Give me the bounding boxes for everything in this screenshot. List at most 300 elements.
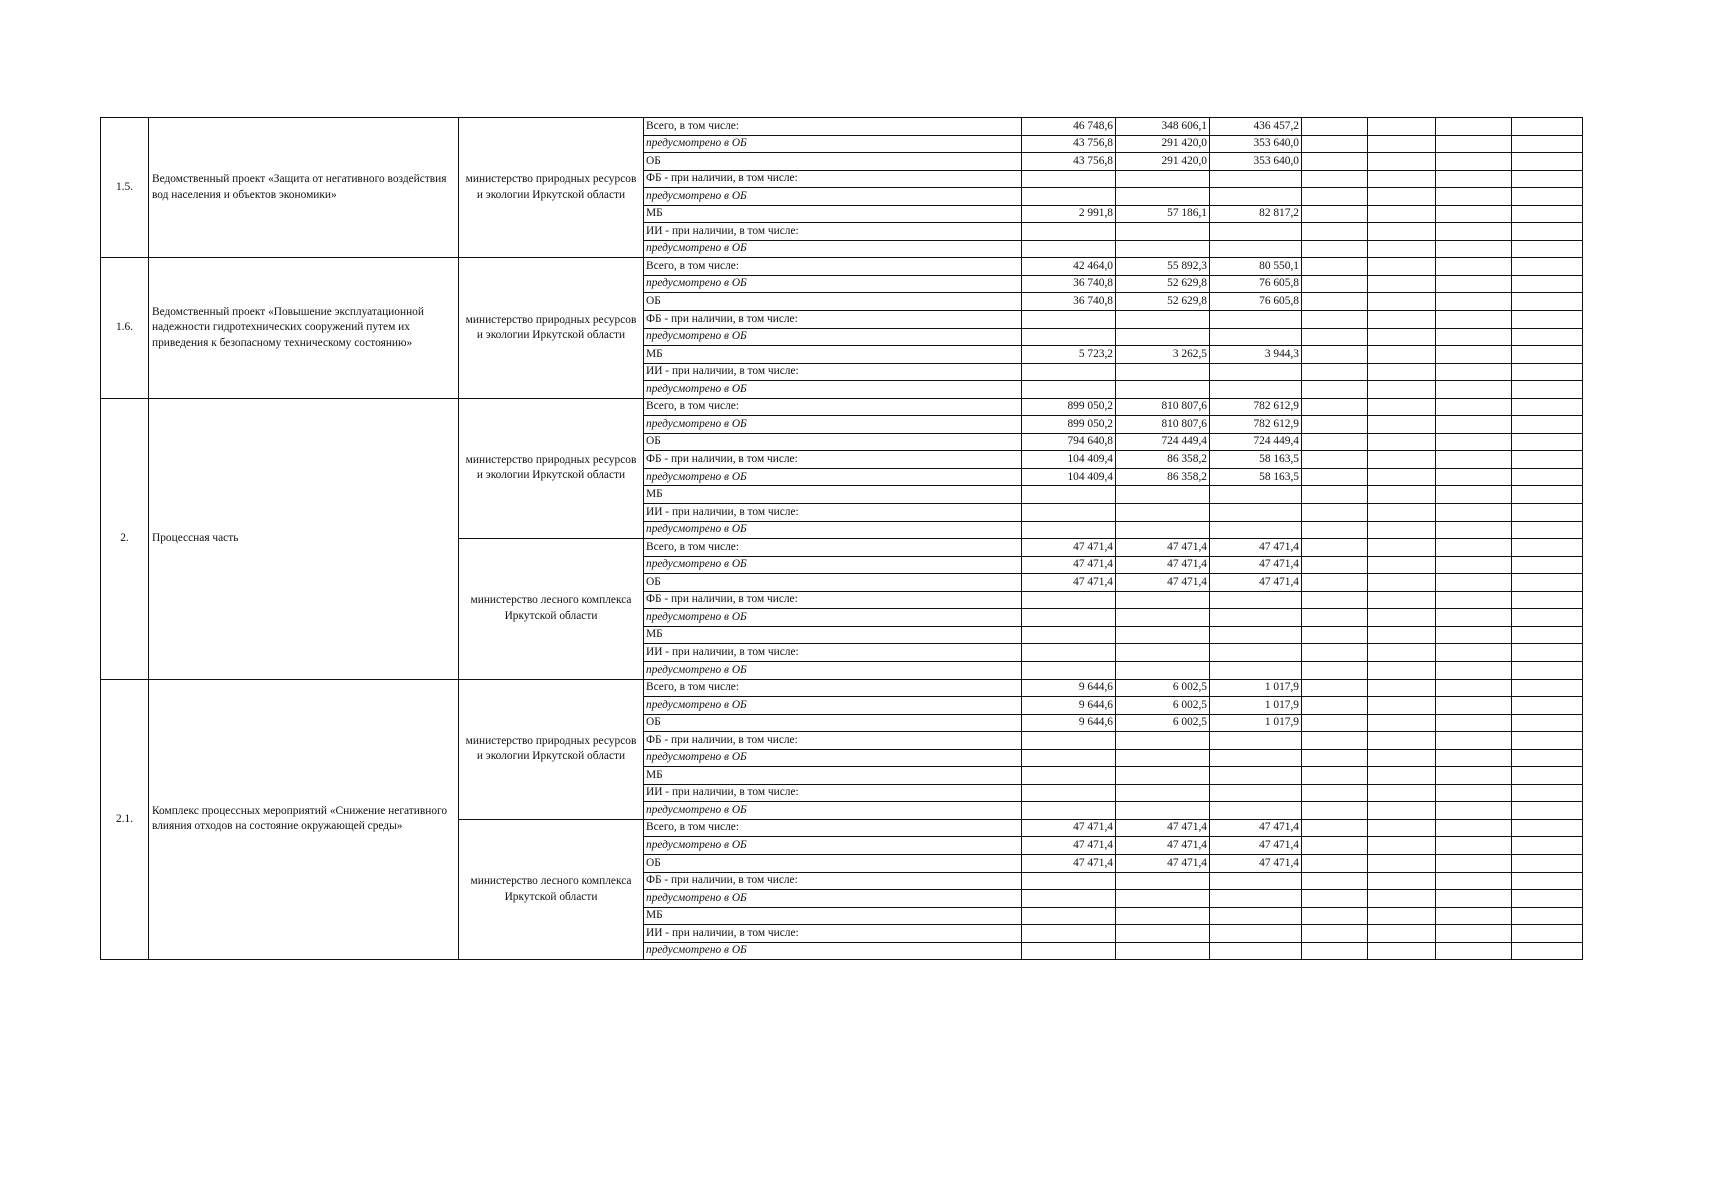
empty-cell — [1302, 293, 1368, 311]
funding-source: ФБ - при наличии, в том числе: — [644, 872, 1022, 890]
empty-cell — [1436, 521, 1512, 539]
empty-cell — [1436, 223, 1512, 241]
amount-cell: 3 262,5 — [1116, 346, 1210, 364]
amount-cell — [1022, 925, 1116, 943]
amount-cell: 47 471,4 — [1116, 837, 1210, 855]
empty-cell — [1302, 153, 1368, 171]
amount-cell: 47 471,4 — [1022, 854, 1116, 872]
funding-source: ИИ - при наличии, в том числе: — [644, 644, 1022, 662]
funding-source: предусмотрено в ОБ — [644, 240, 1022, 258]
amount-cell: 76 605,8 — [1210, 293, 1302, 311]
amount-cell: 47 471,4 — [1210, 837, 1302, 855]
empty-cell — [1302, 416, 1368, 434]
empty-cell — [1302, 539, 1368, 557]
amount-cell: 810 807,6 — [1116, 398, 1210, 416]
empty-cell — [1512, 293, 1583, 311]
empty-cell — [1512, 767, 1583, 785]
amount-cell: 348 606,1 — [1116, 118, 1210, 136]
empty-cell — [1302, 328, 1368, 346]
amount-cell: 5 723,2 — [1022, 346, 1116, 364]
empty-cell — [1436, 240, 1512, 258]
empty-cell — [1368, 907, 1436, 925]
amount-cell — [1022, 521, 1116, 539]
empty-cell — [1302, 890, 1368, 908]
amount-cell: 47 471,4 — [1210, 819, 1302, 837]
amount-cell — [1210, 521, 1302, 539]
empty-cell — [1302, 714, 1368, 732]
amount-cell — [1022, 240, 1116, 258]
funding-source: ФБ - при наличии, в том числе: — [644, 170, 1022, 188]
empty-cell — [1512, 170, 1583, 188]
empty-cell — [1302, 819, 1368, 837]
funding-source: ИИ - при наличии, в том числе: — [644, 784, 1022, 802]
amount-cell: 42 464,0 — [1022, 258, 1116, 276]
funding-source: Всего, в том числе: — [644, 258, 1022, 276]
empty-cell — [1512, 275, 1583, 293]
amount-cell — [1022, 381, 1116, 399]
empty-cell — [1302, 749, 1368, 767]
empty-cell — [1302, 240, 1368, 258]
empty-cell — [1302, 854, 1368, 872]
amount-cell — [1022, 749, 1116, 767]
empty-cell — [1436, 925, 1512, 943]
empty-cell — [1368, 275, 1436, 293]
amount-cell — [1116, 170, 1210, 188]
empty-cell — [1436, 293, 1512, 311]
amount-cell — [1210, 240, 1302, 258]
empty-cell — [1436, 504, 1512, 522]
amount-cell: 6 002,5 — [1116, 697, 1210, 715]
empty-cell — [1512, 486, 1583, 504]
empty-cell — [1436, 714, 1512, 732]
amount-cell: 52 629,8 — [1116, 293, 1210, 311]
amount-cell — [1022, 363, 1116, 381]
empty-cell — [1302, 661, 1368, 679]
empty-cell — [1368, 661, 1436, 679]
empty-cell — [1512, 346, 1583, 364]
empty-cell — [1302, 591, 1368, 609]
amount-cell: 47 471,4 — [1210, 854, 1302, 872]
empty-cell — [1512, 381, 1583, 399]
empty-cell — [1436, 170, 1512, 188]
empty-cell — [1436, 854, 1512, 872]
empty-cell — [1368, 311, 1436, 329]
empty-cell — [1512, 942, 1583, 960]
amount-cell — [1022, 626, 1116, 644]
responsible-executor: министерство природных ресурсов и экологии Иркутской области — [459, 398, 644, 538]
empty-cell — [1302, 626, 1368, 644]
empty-cell — [1302, 521, 1368, 539]
empty-cell — [1302, 205, 1368, 223]
empty-cell — [1368, 890, 1436, 908]
empty-cell — [1302, 732, 1368, 750]
amount-cell: 80 550,1 — [1210, 258, 1302, 276]
amount-cell: 724 449,4 — [1210, 433, 1302, 451]
table-row — [101, 258, 1583, 276]
amount-cell: 55 892,3 — [1116, 258, 1210, 276]
funding-source: Всего, в том числе: — [644, 398, 1022, 416]
section-name: Комплекс процессных мероприятий «Снижение негативного влияния отходов на состояние окружающей среды» — [149, 679, 459, 960]
empty-cell — [1368, 135, 1436, 153]
empty-cell — [1512, 574, 1583, 592]
amount-cell — [1210, 767, 1302, 785]
empty-cell — [1368, 679, 1436, 697]
funding-source: предусмотрено в ОБ — [644, 661, 1022, 679]
empty-cell — [1368, 468, 1436, 486]
empty-cell — [1368, 942, 1436, 960]
empty-cell — [1512, 521, 1583, 539]
empty-cell — [1436, 416, 1512, 434]
amount-cell — [1210, 223, 1302, 241]
amount-cell: 899 050,2 — [1022, 416, 1116, 434]
empty-cell — [1302, 170, 1368, 188]
funding-source: ОБ — [644, 854, 1022, 872]
amount-cell: 58 163,5 — [1210, 451, 1302, 469]
empty-cell — [1436, 819, 1512, 837]
funding-source: ФБ - при наличии, в том числе: — [644, 591, 1022, 609]
funding-source: предусмотрено в ОБ — [644, 275, 1022, 293]
amount-cell: 46 748,6 — [1022, 118, 1116, 136]
amount-cell — [1210, 170, 1302, 188]
empty-cell — [1368, 416, 1436, 434]
empty-cell — [1436, 398, 1512, 416]
amount-cell — [1022, 732, 1116, 750]
section-name: Ведомственный проект «Защита от негативного воздействия вод населения и объектов экономики» — [149, 118, 459, 258]
empty-cell — [1436, 626, 1512, 644]
empty-cell — [1368, 697, 1436, 715]
amount-cell — [1022, 188, 1116, 206]
empty-cell — [1368, 381, 1436, 399]
amount-cell — [1022, 486, 1116, 504]
amount-cell: 47 471,4 — [1116, 819, 1210, 837]
empty-cell — [1512, 153, 1583, 171]
amount-cell: 794 640,8 — [1022, 433, 1116, 451]
amount-cell: 3 944,3 — [1210, 346, 1302, 364]
amount-cell: 47 471,4 — [1116, 854, 1210, 872]
amount-cell: 1 017,9 — [1210, 697, 1302, 715]
amount-cell: 291 420,0 — [1116, 135, 1210, 153]
empty-cell — [1302, 837, 1368, 855]
empty-cell — [1512, 240, 1583, 258]
empty-cell — [1368, 539, 1436, 557]
responsible-executor: министерство природных ресурсов и экологии Иркутской области — [459, 679, 644, 819]
amount-cell — [1116, 609, 1210, 627]
amount-cell — [1116, 240, 1210, 258]
amount-cell: 291 420,0 — [1116, 153, 1210, 171]
empty-cell — [1302, 907, 1368, 925]
amount-cell — [1116, 925, 1210, 943]
empty-cell — [1436, 135, 1512, 153]
empty-cell — [1512, 433, 1583, 451]
empty-cell — [1302, 609, 1368, 627]
empty-cell — [1302, 311, 1368, 329]
amount-cell: 47 471,4 — [1022, 539, 1116, 557]
empty-cell — [1436, 451, 1512, 469]
amount-cell — [1210, 784, 1302, 802]
amount-cell: 36 740,8 — [1022, 275, 1116, 293]
funding-source: Всего, в том числе: — [644, 118, 1022, 136]
amount-cell: 47 471,4 — [1022, 574, 1116, 592]
empty-cell — [1368, 504, 1436, 522]
budget-table — [100, 117, 1583, 960]
empty-cell — [1436, 644, 1512, 662]
empty-cell — [1302, 784, 1368, 802]
empty-cell — [1436, 381, 1512, 399]
empty-cell — [1368, 170, 1436, 188]
amount-cell — [1116, 767, 1210, 785]
empty-cell — [1436, 890, 1512, 908]
empty-cell — [1436, 679, 1512, 697]
funding-source: ОБ — [644, 714, 1022, 732]
amount-cell — [1210, 486, 1302, 504]
funding-source: предусмотрено в ОБ — [644, 521, 1022, 539]
funding-source: МБ — [644, 767, 1022, 785]
empty-cell — [1368, 433, 1436, 451]
empty-cell — [1512, 679, 1583, 697]
empty-cell — [1512, 363, 1583, 381]
amount-cell — [1116, 732, 1210, 750]
empty-cell — [1368, 328, 1436, 346]
empty-cell — [1368, 240, 1436, 258]
amount-cell — [1210, 591, 1302, 609]
empty-cell — [1436, 468, 1512, 486]
empty-cell — [1436, 275, 1512, 293]
empty-cell — [1302, 767, 1368, 785]
empty-cell — [1512, 118, 1583, 136]
amount-cell: 1 017,9 — [1210, 714, 1302, 732]
empty-cell — [1302, 381, 1368, 399]
empty-cell — [1302, 275, 1368, 293]
empty-cell — [1368, 118, 1436, 136]
funding-source: ОБ — [644, 153, 1022, 171]
table-body — [101, 118, 1583, 960]
empty-cell — [1512, 749, 1583, 767]
empty-cell — [1302, 802, 1368, 820]
funding-source: предусмотрено в ОБ — [644, 468, 1022, 486]
empty-cell — [1436, 539, 1512, 557]
amount-cell: 47 471,4 — [1116, 539, 1210, 557]
funding-source: ФБ - при наличии, в том числе: — [644, 732, 1022, 750]
table-row — [101, 679, 1583, 697]
empty-cell — [1368, 802, 1436, 820]
amount-cell — [1210, 626, 1302, 644]
empty-cell — [1302, 644, 1368, 662]
section-index: 2.1. — [101, 679, 149, 960]
amount-cell: 9 644,6 — [1022, 714, 1116, 732]
amount-cell: 47 471,4 — [1116, 556, 1210, 574]
funding-source: предусмотрено в ОБ — [644, 328, 1022, 346]
funding-source: МБ — [644, 205, 1022, 223]
amount-cell: 6 002,5 — [1116, 679, 1210, 697]
funding-source: предусмотрено в ОБ — [644, 837, 1022, 855]
funding-source: предусмотрено в ОБ — [644, 188, 1022, 206]
empty-cell — [1368, 854, 1436, 872]
amount-cell — [1116, 591, 1210, 609]
empty-cell — [1302, 223, 1368, 241]
funding-source: предусмотрено в ОБ — [644, 416, 1022, 434]
amount-cell — [1210, 749, 1302, 767]
section-index: 1.6. — [101, 258, 149, 398]
amount-cell: 82 817,2 — [1210, 205, 1302, 223]
empty-cell — [1512, 802, 1583, 820]
amount-cell: 9 644,6 — [1022, 679, 1116, 697]
funding-source: ФБ - при наличии, в том числе: — [644, 451, 1022, 469]
amount-cell: 47 471,4 — [1022, 556, 1116, 574]
empty-cell — [1512, 188, 1583, 206]
empty-cell — [1512, 135, 1583, 153]
amount-cell: 782 612,9 — [1210, 398, 1302, 416]
funding-source: предусмотрено в ОБ — [644, 697, 1022, 715]
empty-cell — [1368, 556, 1436, 574]
empty-cell — [1512, 504, 1583, 522]
empty-cell — [1512, 258, 1583, 276]
funding-source: МБ — [644, 346, 1022, 364]
empty-cell — [1436, 328, 1512, 346]
amount-cell — [1116, 363, 1210, 381]
amount-cell — [1022, 661, 1116, 679]
funding-source: МБ — [644, 486, 1022, 504]
empty-cell — [1368, 574, 1436, 592]
amount-cell: 782 612,9 — [1210, 416, 1302, 434]
amount-cell — [1116, 784, 1210, 802]
empty-cell — [1436, 907, 1512, 925]
section-name: Процессная часть — [149, 398, 459, 679]
empty-cell — [1368, 293, 1436, 311]
empty-cell — [1436, 205, 1512, 223]
amount-cell: 436 457,2 — [1210, 118, 1302, 136]
amount-cell: 47 471,4 — [1022, 819, 1116, 837]
funding-source: МБ — [644, 626, 1022, 644]
amount-cell: 353 640,0 — [1210, 135, 1302, 153]
empty-cell — [1368, 486, 1436, 504]
empty-cell — [1368, 872, 1436, 890]
empty-cell — [1512, 854, 1583, 872]
empty-cell — [1302, 346, 1368, 364]
amount-cell — [1116, 311, 1210, 329]
funding-source: ИИ - при наличии, в том числе: — [644, 223, 1022, 241]
amount-cell — [1022, 609, 1116, 627]
empty-cell — [1368, 644, 1436, 662]
amount-cell: 52 629,8 — [1116, 275, 1210, 293]
empty-cell — [1436, 346, 1512, 364]
empty-cell — [1302, 697, 1368, 715]
empty-cell — [1436, 872, 1512, 890]
empty-cell — [1368, 819, 1436, 837]
amount-cell — [1022, 170, 1116, 188]
empty-cell — [1368, 732, 1436, 750]
amount-cell — [1116, 907, 1210, 925]
amount-cell — [1116, 872, 1210, 890]
amount-cell — [1022, 328, 1116, 346]
funding-source: ОБ — [644, 433, 1022, 451]
empty-cell — [1302, 925, 1368, 943]
amount-cell — [1022, 311, 1116, 329]
empty-cell — [1436, 767, 1512, 785]
empty-cell — [1436, 486, 1512, 504]
funding-source: ИИ - при наличии, в том числе: — [644, 504, 1022, 522]
empty-cell — [1512, 223, 1583, 241]
amount-cell: 6 002,5 — [1116, 714, 1210, 732]
amount-cell — [1116, 942, 1210, 960]
funding-source: предусмотрено в ОБ — [644, 942, 1022, 960]
amount-cell — [1210, 890, 1302, 908]
empty-cell — [1436, 311, 1512, 329]
funding-source: предусмотрено в ОБ — [644, 890, 1022, 908]
empty-cell — [1302, 574, 1368, 592]
amount-cell — [1210, 311, 1302, 329]
amount-cell — [1210, 504, 1302, 522]
amount-cell — [1116, 626, 1210, 644]
empty-cell — [1368, 925, 1436, 943]
funding-source: предусмотрено в ОБ — [644, 135, 1022, 153]
funding-source: предусмотрено в ОБ — [644, 609, 1022, 627]
amount-cell: 47 471,4 — [1210, 574, 1302, 592]
amount-cell — [1116, 188, 1210, 206]
amount-cell: 47 471,4 — [1210, 539, 1302, 557]
empty-cell — [1302, 556, 1368, 574]
amount-cell — [1022, 784, 1116, 802]
empty-cell — [1512, 591, 1583, 609]
empty-cell — [1436, 942, 1512, 960]
empty-cell — [1302, 504, 1368, 522]
empty-cell — [1436, 802, 1512, 820]
empty-cell — [1512, 837, 1583, 855]
amount-cell — [1116, 381, 1210, 399]
empty-cell — [1368, 626, 1436, 644]
empty-cell — [1368, 153, 1436, 171]
amount-cell — [1116, 504, 1210, 522]
responsible-executor: министерство лесного комплекса Иркутской области — [459, 819, 644, 959]
amount-cell: 47 471,4 — [1210, 556, 1302, 574]
table-row — [101, 118, 1583, 136]
amount-cell — [1210, 942, 1302, 960]
empty-cell — [1368, 223, 1436, 241]
empty-cell — [1512, 907, 1583, 925]
empty-cell — [1512, 784, 1583, 802]
empty-cell — [1436, 363, 1512, 381]
empty-cell — [1512, 556, 1583, 574]
amount-cell: 724 449,4 — [1116, 433, 1210, 451]
empty-cell — [1436, 153, 1512, 171]
amount-cell: 76 605,8 — [1210, 275, 1302, 293]
empty-cell — [1302, 679, 1368, 697]
amount-cell — [1210, 872, 1302, 890]
empty-cell — [1368, 521, 1436, 539]
responsible-executor: министерство лесного комплекса Иркутской области — [459, 539, 644, 679]
empty-cell — [1436, 732, 1512, 750]
empty-cell — [1512, 328, 1583, 346]
amount-cell — [1210, 732, 1302, 750]
amount-cell: 104 409,4 — [1022, 451, 1116, 469]
amount-cell — [1210, 644, 1302, 662]
amount-cell: 47 471,4 — [1116, 574, 1210, 592]
empty-cell — [1512, 872, 1583, 890]
empty-cell — [1436, 574, 1512, 592]
amount-cell — [1116, 802, 1210, 820]
funding-source: предусмотрено в ОБ — [644, 749, 1022, 767]
amount-cell — [1210, 907, 1302, 925]
empty-cell — [1436, 591, 1512, 609]
empty-cell — [1436, 697, 1512, 715]
empty-cell — [1436, 188, 1512, 206]
amount-cell: 43 756,8 — [1022, 135, 1116, 153]
amount-cell: 43 756,8 — [1022, 153, 1116, 171]
amount-cell — [1210, 925, 1302, 943]
funding-source: ФБ - при наличии, в том числе: — [644, 311, 1022, 329]
amount-cell — [1022, 504, 1116, 522]
empty-cell — [1436, 661, 1512, 679]
empty-cell — [1436, 118, 1512, 136]
